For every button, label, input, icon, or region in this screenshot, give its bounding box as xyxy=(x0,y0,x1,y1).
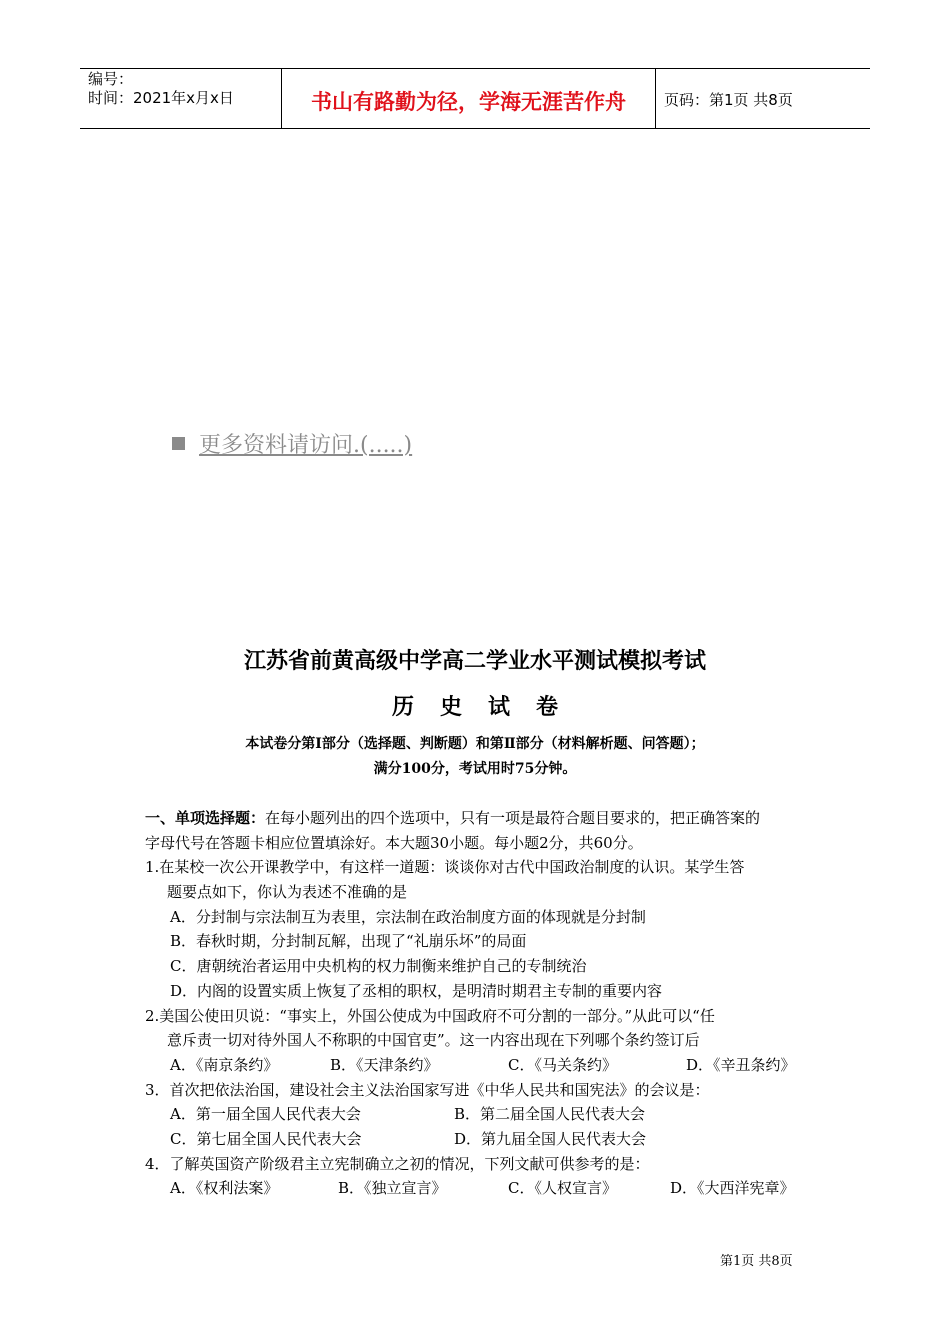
option-b: B．第二届全国人民代表大会 xyxy=(454,1105,646,1124)
options-row xyxy=(145,1176,810,1201)
option-c: C．第七届全国人民代表大会 xyxy=(170,1129,362,1148)
header-top-rule xyxy=(80,68,870,69)
question-stem-cont: 意斥责一切对待外国人不称职的中国官吏”。这一内容出现在下列哪个条约签订后 xyxy=(167,1031,700,1050)
exam-subtitle: 历史试卷 xyxy=(391,695,584,720)
option-a: A．《权利法案》 xyxy=(170,1179,279,1198)
section-intro-line1: 一、单项选择题：在每小题列出的四个选项中，只有一项是最符合题目要求的，把正确答案的 xyxy=(145,809,761,827)
option-d: D．内阁的设置实质上恢复了丞相的职权，是明清时期君主专制的重要内容 xyxy=(170,981,663,1000)
square-bullet-icon xyxy=(172,437,185,450)
option-b: B．春秋时期，分封制瓦解，出现了“礼崩乐坏”的局面 xyxy=(170,932,527,951)
exam-note-line1: 本试卷分第Ⅰ部分（选择题、判断题）和第Ⅱ部分（材料解析题、问答题）； xyxy=(245,736,705,752)
time-label: 时间：2021年x月x日 xyxy=(88,89,234,107)
option-a: A．《南京条约》 xyxy=(170,1055,279,1074)
question-stem: 2.美国公使田贝说：“事实上，外国公使成为中国政府不可分割的一部分。”从此可以“任 xyxy=(145,1006,715,1025)
option-a: A．分封制与宗法制互为表里，宗法制在政治制度方面的体现就是分封制 xyxy=(170,907,646,926)
option-c: C．唐朝统治者运用中央机构的权力制衡来维护自己的专制统治 xyxy=(170,957,587,976)
header-meta xyxy=(88,70,234,108)
options-row xyxy=(145,1053,810,1078)
number-label: 编号： xyxy=(88,70,134,88)
option-d: D．第九届全国人民代表大会 xyxy=(454,1129,647,1148)
header-bottom-rule xyxy=(80,128,870,129)
option-a: A．第一届全国人民代表大会 xyxy=(170,1105,361,1124)
option-c: C．《人权宣言》 xyxy=(508,1179,617,1198)
question-stem: 4．了解英国资产阶级君主立宪制确立之初的情况，下列文献可供参考的是： xyxy=(145,1154,650,1173)
more-resources-link[interactable]: 更多资料请访问.(.....) xyxy=(199,433,413,458)
options-row xyxy=(145,1102,810,1127)
section-heading: 一、单项选择题： xyxy=(145,809,266,827)
section-intro-line2: 字母代号在答题卡相应位置填涂好。本大题30小题。每小题2分，共60分。 xyxy=(145,833,643,852)
option-c: C．《马关条约》 xyxy=(508,1055,617,1074)
option-b: B．《独立宣言》 xyxy=(338,1179,447,1198)
question-body xyxy=(145,806,810,1201)
question-1 xyxy=(145,855,810,1003)
option-d: D．《辛丑条约》 xyxy=(686,1055,796,1074)
question-3 xyxy=(145,1078,810,1152)
more-resources[interactable] xyxy=(172,428,412,459)
header-divider-right xyxy=(655,68,656,129)
question-stem-cont: 题要点如下，你认为表述不准确的是 xyxy=(167,883,408,902)
footer-page-number: 第1页 共8页 xyxy=(720,1254,793,1269)
options-row xyxy=(145,1127,810,1152)
exam-title: 江苏省前黄高级中学高二学业水平测试模拟考试 xyxy=(243,649,706,674)
option-d: D．《大西洋宪章》 xyxy=(670,1179,795,1198)
motto: 书山有路勤为径，学海无涯苦作舟 xyxy=(311,90,626,114)
header-page-info: 页码：第1页 共8页 xyxy=(664,91,793,109)
exam-note-line2: 满分100分，考试用时75分钟。 xyxy=(373,761,577,777)
question-stem: 3．首次把依法治国，建设社会主义法治国家写进《中华人民共和国宪法》的会议是： xyxy=(145,1080,710,1099)
question-2 xyxy=(145,1004,810,1078)
question-stem: 1.在某校一次公开课教学中，有这样一道题：谈谈你对古代中国政治制度的认识。某学生答 xyxy=(145,858,745,877)
question-4 xyxy=(145,1152,810,1201)
option-b: B．《天津条约》 xyxy=(330,1055,439,1074)
